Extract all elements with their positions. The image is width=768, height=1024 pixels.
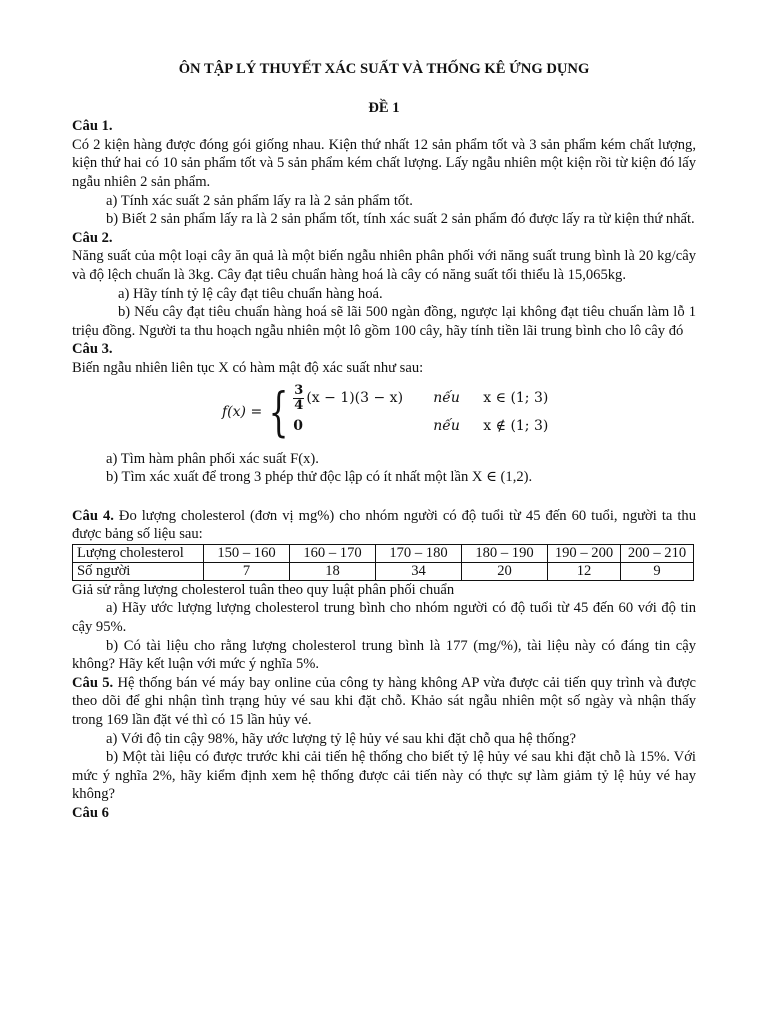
table-cell: 9	[621, 562, 694, 580]
table-cell: 170 – 180	[376, 544, 462, 562]
table-cell: 150 – 160	[204, 544, 290, 562]
formula-lhs: f(x) =	[222, 404, 263, 421]
table-cell: 12	[548, 562, 621, 580]
question-1-heading: Câu 1.	[72, 118, 113, 135]
formula-zero: 0	[293, 418, 304, 435]
cholesterol-table	[72, 544, 694, 581]
question-5-heading: Câu 5.	[72, 674, 114, 691]
document-title: ÔN TẬP LÝ THUYẾT XÁC SUẤT VÀ THỐNG KÊ ỨNG DỤNG	[178, 61, 590, 77]
formula-case-1	[293, 385, 548, 413]
question-5-body: Hệ thống bán vé máy bay online của công ty hàng không AP vừa được cải tiến quy trình và được theo dõi để ghi nhận tình trạng hủy vé sau khi đặt chỗ. Khảo sát ngẫu nhiên một số ngày và nhận thấy trong 169 lần đặt vé thì có 15 lần hủy vé.	[72, 674, 696, 729]
document-subtitle: ĐỀ 1	[368, 99, 400, 116]
question-2-part-a: a) Hãy tính tỷ lệ cây đạt tiêu chuẩn hàng hoá.	[118, 285, 383, 302]
table-row	[73, 544, 694, 562]
question-5-part-a: a) Với độ tin cậy 98%, hãy ước lượng tỷ lệ hủy vé sau khi đặt chỗ qua hệ thống?	[106, 730, 576, 747]
question-3-part-b: b) Tìm xác xuất để trong 3 phép thử độc lập có ít nhất một lần X ∈ (1,2).	[106, 469, 533, 486]
question-5-paragraph	[72, 674, 696, 730]
question-1-part-b: b) Biết 2 sản phẩm lấy ra là 2 sản phẩm tốt, tính xác suất 2 sản phẩm đó được lấy ra từ kiện thứ nhất.	[106, 211, 695, 228]
formula-condition-set-2: x ∉ (1; 3)	[483, 418, 549, 435]
question-4-part-b: b) Có tài liệu cho rằng lượng cholesterol trung bình là 177 (mg/%), tài liệu này có đáng tin cậy không? Hãy kết luận với mức ý nghĩa 5%.	[72, 637, 696, 673]
question-6-heading: Câu 6	[72, 805, 109, 821]
table-cell: 160 – 170	[290, 544, 376, 562]
table-cell: 7	[204, 562, 290, 580]
table-cell: 18	[290, 562, 376, 580]
question-1-body: Có 2 kiện hàng được đóng gói giống nhau. Kiện thứ nhất 12 sản phẩm tốt và 3 sản phẩm kém chất lượng, kiện thứ hai có 10 sản phẩm tốt và 5 sản phẩm kém chất lượng. Lấy ngẫu nhiên một kiện rồi từ kiện đó lấy ngẫu nhiên 2 sản phẩm.	[72, 136, 696, 190]
formula-condition-word-2: nếu	[433, 418, 460, 435]
formula-fraction: $\frac{3}{4}$	[294, 383, 304, 413]
formula-case-2	[293, 413, 548, 441]
question-5-part-b: b) Một tài liệu có được trước khi cải tiến hệ thống cho biết tỷ lệ hủy vé sau khi đặt chỗ là 15%. Với mức ý nghĩa 2%, hãy kiểm định xem hệ thống được cải tiến này có thực sự làm giảm tỷ lệ hủy vé hay không?	[72, 749, 696, 803]
formula-expression: (x − 1)(3 − x)	[306, 390, 404, 407]
question-2-part-b: b) Nếu cây đạt tiêu chuẩn hàng hoá sẽ lãi 500 ngàn đồng, ngược lại không đạt tiêu chuẩn làm lỗ 1 triệu đồng. Người ta thu hoạch ngẫu nhiên một lô gồm 100 cây, hãy tính tiền lãi trung bình cho lô cây đó	[72, 304, 696, 339]
question-3-part-a: a) Tìm hàm phân phối xác suất F(x).	[106, 450, 319, 467]
question-4-heading: Câu 4.	[72, 507, 114, 524]
table-header-cell: Lượng cholesterol	[73, 544, 204, 562]
document-page	[72, 60, 696, 823]
table-cell: 34	[376, 562, 462, 580]
question-1-part-a: a) Tính xác suất 2 sản phẩm lấy ra là 2 sản phẩm tốt.	[106, 192, 413, 209]
formula-cases	[293, 385, 548, 441]
formula-condition-word: nếu	[433, 390, 460, 407]
formula-brace: {	[268, 382, 289, 443]
question-4-paragraph	[72, 507, 696, 544]
question-4-note: Giả sử rằng lượng cholesterol tuân theo quy luật phân phối chuẩn	[72, 581, 455, 598]
question-4-body: Đo lượng cholesterol (đơn vị mg%) cho nhóm người có độ tuổi từ 45 đến 60 tuổi, người ta thu được bảng số liệu sau:	[72, 507, 697, 543]
question-2-body: Năng suất của một loại cây ăn quả là một biến ngẫu nhiên phân phối với năng suất trung bình là 20 kg/cây và độ lệch chuẩn là 3kg. Cây đạt tiêu chuẩn hàng hoá là cây có năng suất tối thiểu là 15,065kg.	[72, 248, 696, 283]
table-cell: 180 – 190	[462, 544, 548, 562]
question-3-heading: Câu 3.	[72, 341, 113, 358]
question-2-heading: Câu 2.	[72, 229, 113, 246]
density-formula	[222, 382, 696, 444]
table-header-cell: Số người	[73, 562, 204, 580]
table-row	[73, 562, 694, 580]
formula-condition-set-1: x ∈ (1; 3)	[483, 390, 549, 407]
table-cell: 190 – 200	[548, 544, 621, 562]
table-cell: 200 – 210	[621, 544, 694, 562]
question-4-part-a: a) Hãy ước lượng lượng cholesterol trung bình cho nhóm người có độ tuổi từ 45 đến 60 với độ tin cậy 95%.	[72, 600, 696, 636]
question-3-body: Biến ngẫu nhiên liên tục X có hàm mật độ xác suất như sau:	[72, 359, 424, 376]
table-cell: 20	[462, 562, 548, 580]
